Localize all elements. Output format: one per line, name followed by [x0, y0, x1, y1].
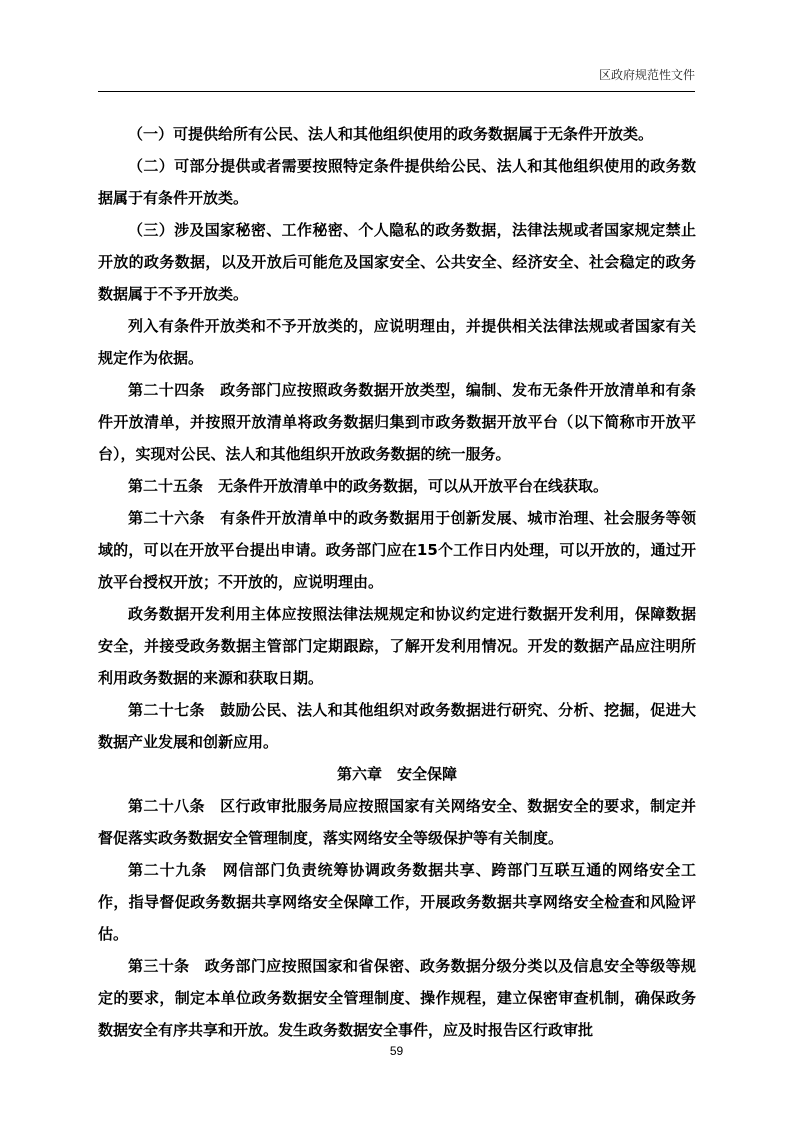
article-25: 第二十五条 无条件开放清单中的政务数据，可以从开放平台在线获取。: [128, 477, 609, 495]
paragraph: 列入有条件开放类和不予开放类的，应说明理由，并提供相关法律法规或者国家有关规定作为依据。: [98, 317, 696, 367]
paragraph: （二）可部分提供或者需要按照特定条件提供给公民、法人和其他组织使用的政务数据属于有条件开放类。: [98, 157, 696, 207]
chapter-heading: 第六章 安全保障: [336, 765, 457, 783]
document-body: [98, 118, 696, 1046]
paragraph: （三）涉及国家秘密、工作秘密、个人隐私的政务数据，法律法规或者国家规定禁止开放的政务数据，以及开放后可能危及国家安全、公共安全、经济安全、社会稳定的政务数据属于不予开放类。: [98, 221, 696, 303]
article-29: 第二十九条 网信部门负责统筹协调政务数据共享、跨部门互联互通的网络安全工作，指导督促政务数据共享网络安全保障工作，开展政务数据共享网络安全检查和风险评估。: [98, 861, 696, 943]
paragraph: 政务数据开发利用主体应按照法律法规规定和协议约定进行数据开发利用，保障数据安全，并接受政务数据主管部门定期跟踪，了解开发利用情况。开发的数据产品应注明所利用政务数据的来源和获取日期。: [98, 605, 696, 687]
paragraph: （一）可提供给所有公民、法人和其他组织使用的政务数据属于无条件开放类。: [128, 125, 654, 143]
header-title: 区政府规范性文件: [598, 68, 695, 82]
header-divider: [98, 91, 695, 92]
article-30: 第三十条 政务部门应按照国家和省保密、政务数据分级分类以及信息安全等级等规定的要求，制定本单位政务数据安全管理制度、操作规程，建立保密审查机制，确保政务数据安全有序共享和开放。发生政务数据安全事件，应及时报告区行政审批: [98, 957, 696, 1039]
page-number: 59: [389, 1044, 404, 1058]
article-27: 第二十七条 鼓励公民、法人和其他组织对政务数据进行研究、分析、挖掘，促进大数据产业发展和创新应用。: [98, 701, 696, 751]
article-24: 第二十四条 政务部门应按照政务数据开放类型，编制、发布无条件开放清单和有条件开放清单，并按照开放清单将政务数据归集到市政务数据开放平台（以下简称市开放平台），实现对公民、法人和其他组织开放政务数据的统一服务。: [98, 381, 696, 463]
article-26: 第二十六条 有条件开放清单中的政务数据用于创新发展、城市治理、社会服务等领域的，可以在开放平台提出申请。政务部门应在15个工作日内处理，可以开放的，通过开放平台授权开放；不开放的，应说明理由。: [98, 509, 696, 591]
article-28: 第二十八条 区行政审批服务局应按照国家有关网络安全、数据安全的要求，制定并督促落实政务数据安全管理制度，落实网络安全等级保护等有关制度。: [98, 797, 696, 847]
